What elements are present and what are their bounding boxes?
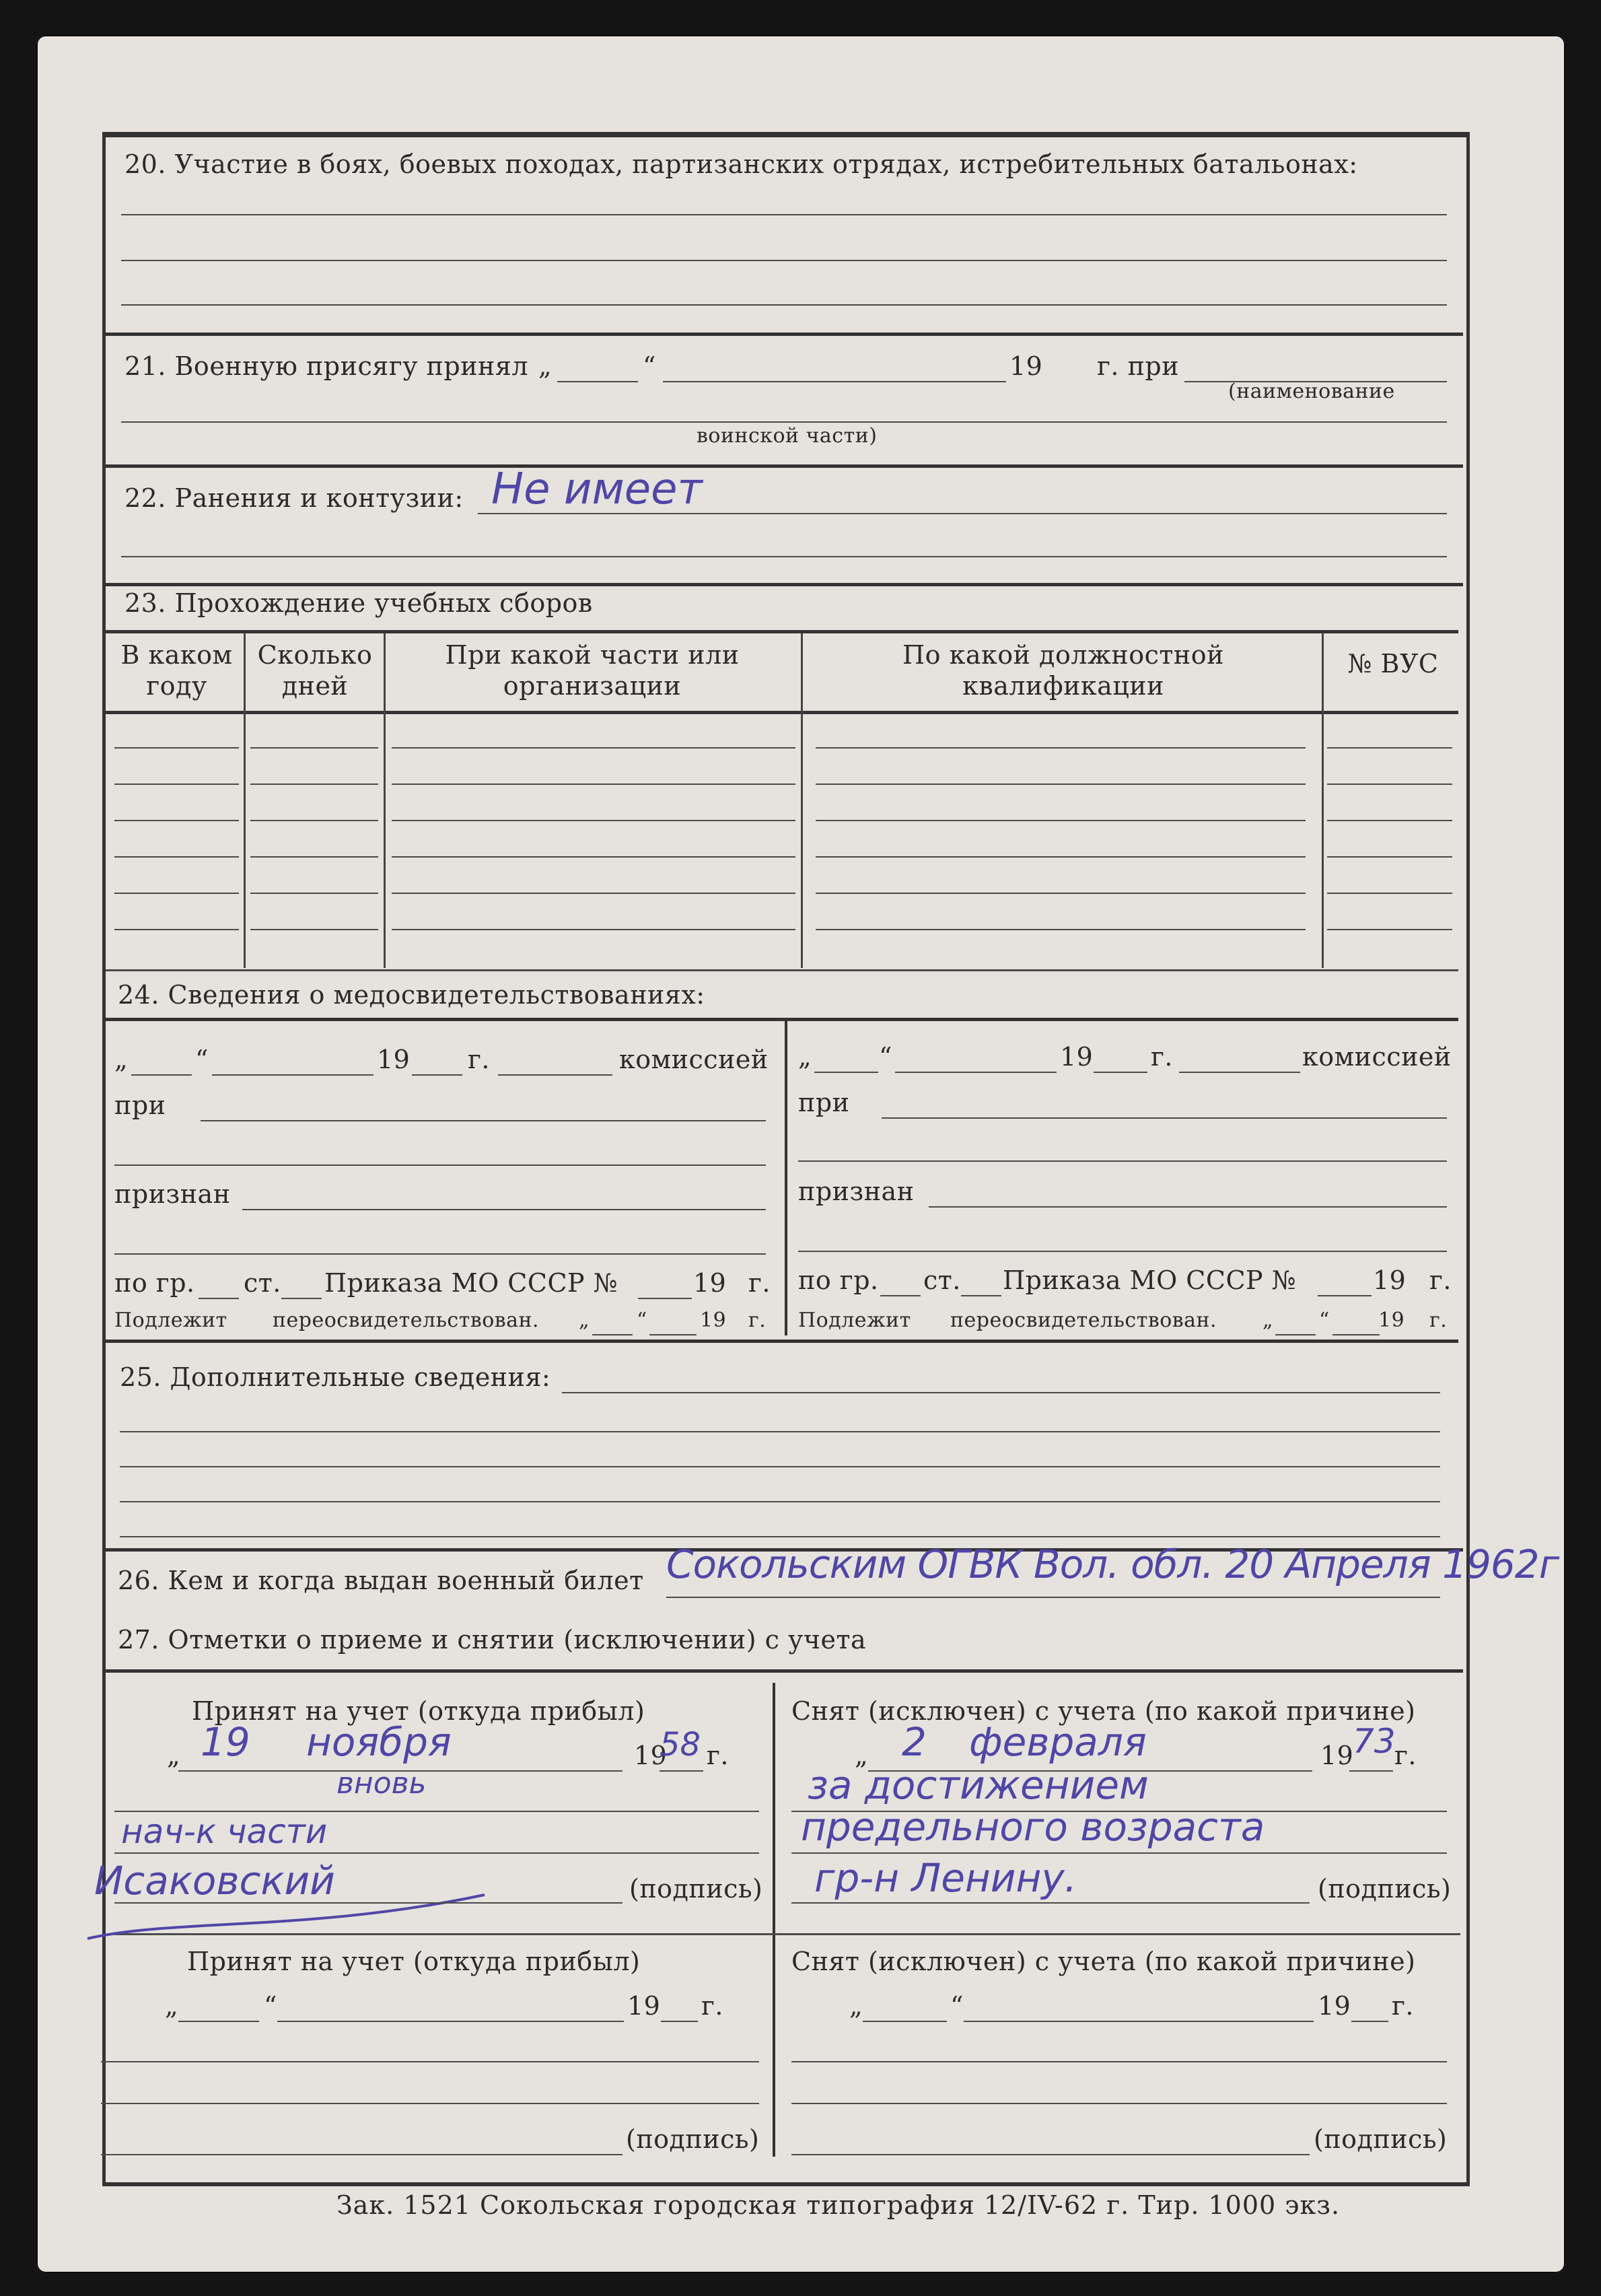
accepted-title-2: Принят на учет (откуда прибыл)	[187, 1947, 641, 1976]
rule	[638, 1298, 692, 1299]
rule	[121, 260, 1447, 261]
removed-title-2: Снят (исключен) с учета (по какой причине)	[791, 1947, 1416, 1976]
section-25-label: 25. Дополнительные сведения:	[120, 1362, 551, 1392]
g: г.	[707, 1741, 729, 1770]
podlezhit-label: Подлежит	[798, 1309, 911, 1332]
quote-open: „	[855, 1741, 869, 1770]
g: г.	[1394, 1741, 1417, 1770]
col-qualification: По какой должностной квалификации	[902, 640, 1224, 701]
g: г.	[1429, 1265, 1452, 1295]
rule	[131, 1074, 192, 1076]
rule	[114, 1852, 759, 1854]
rule	[121, 556, 1447, 557]
accepted-note-1: вновь	[336, 1766, 427, 1801]
pereosv-label: переосвидетельствован.	[273, 1309, 540, 1332]
col-days: Сколько дней	[257, 640, 373, 701]
rule	[114, 1253, 766, 1255]
table-blank-line	[1327, 820, 1452, 821]
col-vus: № ВУС	[1347, 649, 1439, 679]
rule	[201, 1120, 766, 1121]
rule	[791, 1852, 1447, 1854]
rule	[178, 2021, 259, 2022]
rule	[121, 421, 1447, 423]
section-divider	[106, 583, 1463, 586]
prikaz-label: Приказа МО СССР №	[1003, 1265, 1297, 1295]
g: г.	[748, 1268, 771, 1298]
pri-label: при	[114, 1090, 166, 1120]
col-divider	[801, 633, 803, 968]
rule	[791, 1902, 1310, 1904]
rule	[1351, 2021, 1388, 2022]
table-blank-line	[114, 784, 239, 785]
rule	[791, 2154, 1310, 2155]
removal-reason-2: предельного возраста	[801, 1804, 1265, 1850]
signature-stroke	[74, 1878, 505, 1952]
rule	[120, 1466, 1440, 1467]
year-prefix: 19	[1009, 351, 1043, 381]
st-label: ст.	[244, 1268, 281, 1298]
rule	[557, 381, 638, 382]
commission-label: комиссией	[619, 1045, 769, 1074]
section-23-label: 23. Прохождение учебных сборов	[124, 588, 593, 618]
rule	[660, 1770, 703, 1772]
quote-open: „	[798, 1042, 812, 1072]
rule	[199, 1298, 239, 1299]
rule	[114, 1164, 766, 1166]
table-blank-line	[392, 820, 795, 821]
rule	[1275, 1334, 1316, 1335]
table-blank-line	[250, 929, 378, 930]
table-blank-line	[1327, 893, 1452, 894]
section-27-label: 27. Отметки о приеме и снятии (исключении) с учета	[118, 1625, 867, 1655]
quote-close: “	[950, 1991, 964, 2021]
table-blank-line	[114, 856, 239, 858]
table-blank-line	[392, 929, 795, 930]
g: г.	[1151, 1042, 1173, 1072]
section-divider	[106, 464, 1463, 468]
section-divider	[106, 1340, 1458, 1343]
rule	[412, 1074, 462, 1076]
section-divider	[106, 333, 1463, 336]
injuries-value: Не имеет	[491, 464, 703, 514]
table-blank-line	[250, 856, 378, 858]
g: г.	[1429, 1309, 1448, 1332]
quote-close: “	[195, 1045, 209, 1074]
pereosv-label: переосвидетельствован.	[950, 1309, 1217, 1332]
rule	[478, 513, 1447, 514]
rule	[791, 2061, 1447, 2062]
quote-close: “	[879, 1042, 892, 1072]
col-divider	[773, 1683, 775, 2157]
table-blank-line	[816, 784, 1306, 785]
g: г.	[701, 1991, 723, 2021]
quote-open: „	[114, 1045, 129, 1074]
table-blank-line	[114, 747, 239, 749]
section-21-label: 21. Военную присягу принял	[124, 351, 528, 381]
rule	[961, 1295, 1001, 1296]
accepted-title-1: Принят на учет (откуда прибыл)	[192, 1696, 645, 1726]
signature-label-1: (подпись)	[629, 1874, 763, 1904]
removal-reason-3: гр-н Ленину.	[814, 1855, 1077, 1901]
quote-open: „	[849, 1991, 863, 2021]
section-24-label: 24. Сведения о медосвидетельствованиях:	[118, 980, 705, 1010]
st-label: ст.	[923, 1265, 961, 1295]
table-blank-line	[1327, 784, 1452, 785]
table-blank-line	[1327, 856, 1452, 858]
year-prefix: 19	[1373, 1265, 1407, 1295]
rule	[663, 381, 1006, 382]
signature-label-2: (подпись)	[1318, 1874, 1452, 1904]
year-prefix: 19	[1320, 1741, 1354, 1770]
rule	[798, 1160, 1447, 1162]
note-unit: воинской части)	[697, 424, 878, 448]
table-blank-line	[114, 929, 239, 930]
podlezhit-label: Подлежит	[114, 1309, 227, 1332]
military-id-value: Сокольским ОГВК Вол. обл. 20 Апреля 1962г	[666, 1541, 1559, 1587]
rule	[661, 2021, 698, 2022]
table-blank-line	[250, 747, 378, 749]
year-prefix: 19	[377, 1045, 411, 1074]
removal-reason-1: за достижением	[808, 1762, 1149, 1808]
table-blank-line	[816, 893, 1306, 894]
po-label: по гр.	[798, 1265, 879, 1295]
table-blank-line	[816, 856, 1306, 858]
pri-label: при	[798, 1088, 850, 1117]
priznan-label: признан	[798, 1177, 915, 1206]
rule	[1332, 1334, 1380, 1335]
table-blank-line	[392, 747, 795, 749]
table-top	[106, 630, 1458, 633]
g: г.	[468, 1045, 490, 1074]
rule	[929, 1206, 1447, 1208]
col-year: В каком году	[120, 640, 233, 701]
rule	[242, 1209, 766, 1210]
table-blank-line	[1327, 747, 1452, 749]
note-naming: (наименование	[1228, 380, 1395, 403]
quote-close: “	[637, 1309, 647, 1332]
rule	[791, 2103, 1447, 2104]
rule	[498, 1074, 612, 1076]
signature-1: Исаковский	[94, 1858, 335, 1904]
rule	[281, 1298, 322, 1299]
po-label: по гр.	[114, 1268, 195, 1298]
rule	[121, 304, 1447, 306]
rule	[964, 2021, 1314, 2022]
rule	[1349, 1770, 1393, 1772]
removed-title-1: Снят (исключен) с учета (по какой причине)	[791, 1696, 1416, 1726]
priznan-label: признан	[114, 1179, 231, 1209]
removed-day-1: 2	[902, 1719, 927, 1765]
accepted-month-1: ноября	[306, 1719, 452, 1765]
col-divider	[1322, 633, 1324, 968]
quote-close: “	[643, 351, 656, 381]
rule	[592, 1334, 633, 1335]
rule	[1318, 1295, 1372, 1296]
quote-close: “	[264, 1991, 277, 2021]
table-blank-line	[250, 820, 378, 821]
rule	[895, 1072, 1057, 1073]
rule	[101, 2154, 622, 2155]
rule	[120, 1501, 1440, 1502]
rule	[666, 1597, 1440, 1598]
rule	[882, 1117, 1447, 1119]
table-blank-line	[1327, 929, 1452, 930]
table-blank-line	[816, 820, 1306, 821]
removed-year-1: 73	[1353, 1722, 1396, 1761]
section-22-label: 22. Ранения и контузии:	[124, 483, 464, 513]
rule	[101, 2061, 759, 2062]
commander-title: нач-к части	[121, 1812, 328, 1851]
rule	[121, 214, 1447, 215]
rule	[114, 1902, 622, 1904]
quote-open: „	[1262, 1309, 1274, 1332]
signature-label-4: (подпись)	[1314, 2124, 1448, 2154]
quote-open: „	[579, 1309, 590, 1332]
section-divider	[106, 1018, 1458, 1021]
prikaz-label: Приказа МО СССР №	[324, 1268, 618, 1298]
rule	[101, 2103, 759, 2104]
rule	[212, 1074, 373, 1076]
section-20-label: 20. Участие в боях, боевых походах, партизанских отрядах, истребительных батальонах:	[124, 149, 1358, 179]
year-prefix: 19	[1378, 1309, 1405, 1332]
table-blank-line	[392, 856, 795, 858]
table-blank-line	[816, 929, 1306, 930]
year-prefix: 19	[627, 1991, 661, 2021]
quote-open: „	[167, 1741, 181, 1770]
col-divider	[785, 1018, 787, 1335]
quote-close: “	[1319, 1309, 1330, 1332]
g: г.	[748, 1309, 767, 1332]
section-divider	[106, 1669, 1463, 1673]
accepted-year-1: 58	[660, 1726, 701, 1764]
table-blank-line	[250, 893, 378, 894]
col-unit: При какой части или организации	[445, 640, 740, 701]
table-blank-line	[392, 784, 795, 785]
print-footer: Зак. 1521 Сокольская городская типография 12/IV-62 г. Тир. 1000 экз.	[336, 2190, 1341, 2220]
removed-month-1: февраля	[969, 1719, 1147, 1765]
year-prefix: 19	[1318, 1991, 1351, 2021]
col-divider	[384, 633, 386, 968]
col-divider	[244, 633, 246, 968]
table-bottom	[106, 969, 1458, 971]
commission-label: комиссией	[1302, 1042, 1452, 1072]
rule	[649, 1334, 697, 1335]
section-26-label: 26. Кем и когда выдан военный билет	[118, 1566, 644, 1595]
rule	[1179, 1072, 1300, 1073]
table-header-bottom	[106, 711, 1458, 714]
year-prefix: 19	[700, 1309, 727, 1332]
table-blank-line	[392, 893, 795, 894]
quote-open: „	[538, 351, 553, 381]
year-prefix: 19	[693, 1268, 727, 1298]
year-prefix: 19	[634, 1741, 668, 1770]
table-blank-line	[816, 747, 1306, 749]
table-blank-line	[114, 820, 239, 821]
quote-open: „	[165, 1991, 179, 2021]
rule	[120, 1431, 1440, 1432]
rule	[277, 2021, 624, 2022]
table-blank-line	[114, 893, 239, 894]
year-prefix: 19	[1060, 1042, 1094, 1072]
rule	[562, 1392, 1440, 1393]
rule	[863, 2021, 947, 2022]
rule	[880, 1295, 921, 1296]
g: г.	[1392, 1991, 1414, 2021]
rule	[120, 1536, 1440, 1537]
accepted-day-1: 19	[201, 1719, 250, 1765]
signature-label-3: (подпись)	[626, 2124, 760, 2154]
g-pri: г. при	[1097, 351, 1180, 381]
rule	[814, 1072, 878, 1073]
table-blank-line	[250, 784, 378, 785]
rule	[1094, 1072, 1147, 1073]
rule	[798, 1251, 1447, 1252]
